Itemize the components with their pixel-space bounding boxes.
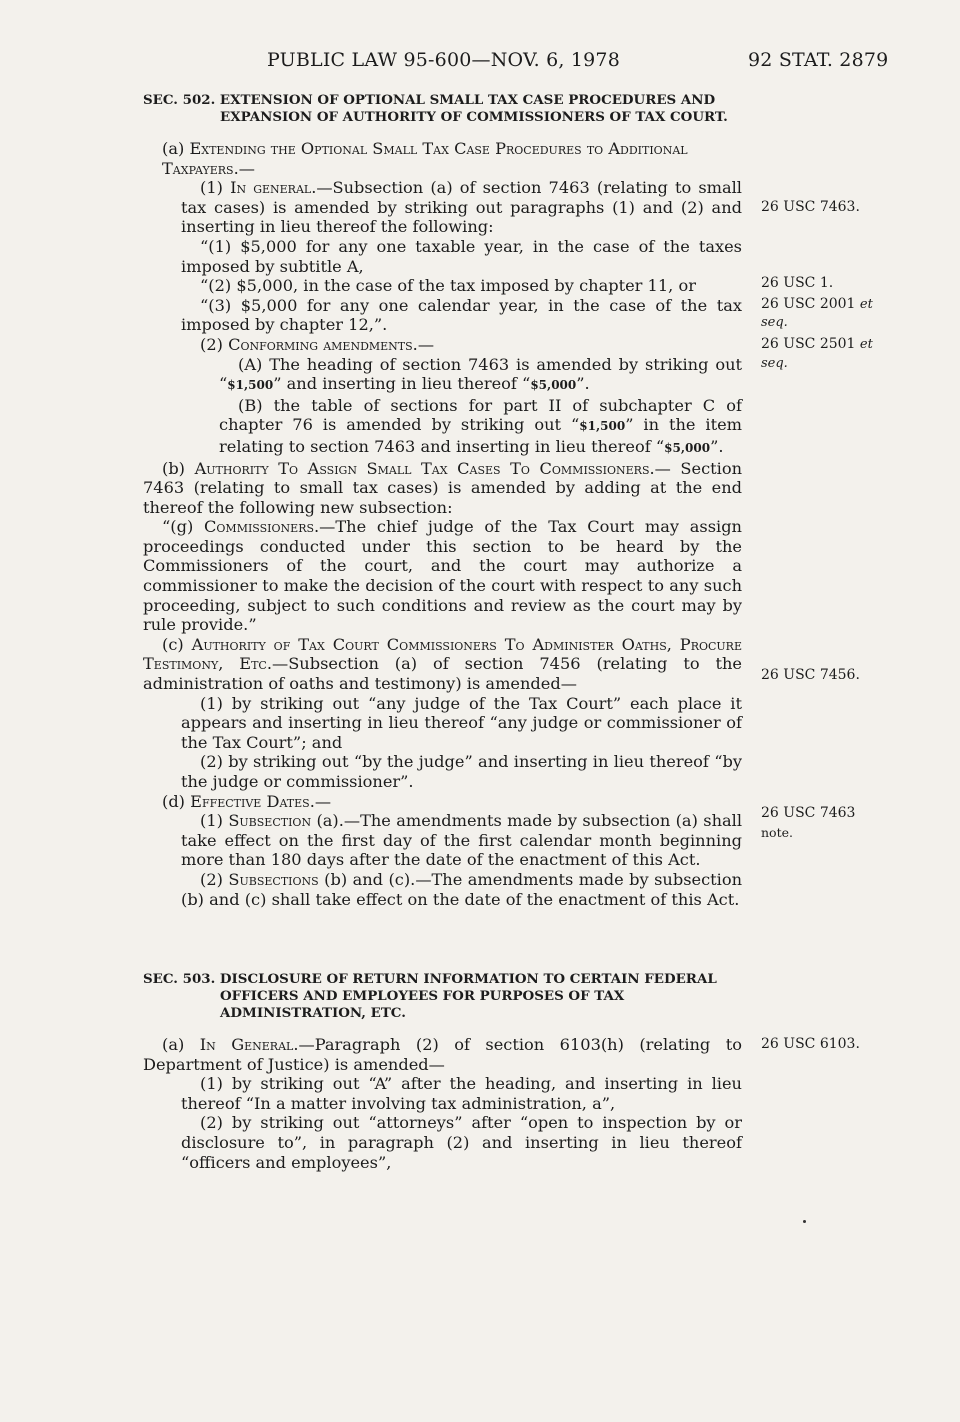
section-502 <box>143 92 742 909</box>
running-header-stat: 92 STAT. 2879 <box>748 49 889 71</box>
scan-speck <box>803 1220 806 1223</box>
margin-note-26-usc-6103: 26 USC 6103. <box>761 1036 860 1052</box>
margin-note-seq-2: seq. <box>761 356 788 371</box>
margin-note-26-usc-7463: 26 USC 7463. <box>761 199 860 215</box>
subsection-503-a: (a) In General.—Paragraph (2) of section 6103(h) (relating to Department of Justice) is amended— <box>143 1035 742 1074</box>
subsection-c: (c) Authority of Tax Court Commissioners To Administer Oaths, Procure Testimony, Etc.—Subsection (a) of section 7456 (relating to the administration of oaths and testimony) is amended— <box>143 634 742 694</box>
quoted-subsection-g: “(g) Commissioners.—The chief judge of the Tax Court may assign proceedings conducted under this section to be heard by the Commissioners of the court, and the court may authorize a commissioner to make the decision of the court with respect to any such proceeding, subject to such conditions and review as the court may by rule provide.” <box>143 517 742 635</box>
paragraph-c2: (2) by striking out “by the judge” and inserting in lieu thereof “by the judge or commissioner”. <box>181 752 742 791</box>
subsection-b: (b) Authority To Assign Small Tax Cases To Commissioners.— Section 7463 (relating to small tax cases) is amended by adding at the end thereof the following new subsection: <box>143 458 743 517</box>
subsection-a-heading: (a) Extending the Optional Small Tax Case Procedures to Additional Taxpayers.— <box>162 139 688 178</box>
margin-note-seq-1: seq. <box>761 315 788 330</box>
paragraph-503-a2: (2) by striking out “attorneys” after “open to inspection by or disclosure to”, in paragraph (2) and inserting in lieu thereof “officers and employees”, <box>181 1113 742 1172</box>
section-502-heading: SEC. 502. EXTENSION OF OPTIONAL SMALL TAX CASE PROCEDURES AND EXPANSION OF AUTHORITY OF COMMISSIONERS OF TAX COURT. <box>143 92 728 125</box>
margin-note-26-usc-7463-note: 26 USC 7463 <box>761 805 856 821</box>
quoted-paragraph-2: “(2) $5,000, in the case of the tax imposed by chapter 11, or <box>200 276 696 296</box>
subparagraph-a2-B: (B) the table of sections for part II of subchapter C of chapter 76 is amended by striking out “$1,500” in the item relating to section 7463 and inserting in lieu thereof “$5,000”. <box>219 395 743 456</box>
margin-note-note: note. <box>761 825 793 840</box>
section-503 <box>143 971 742 1172</box>
margin-note-26-usc-2001: 26 USC 2001 et <box>761 296 873 312</box>
margin-note-26-usc-1: 26 USC 1. <box>761 275 834 291</box>
running-header-title: PUBLIC LAW 95-600—NOV. 6, 1978 <box>267 49 620 71</box>
paragraph-a2-heading: (2) Conforming amendments.— <box>200 334 435 354</box>
paragraph-503-a1: (1) by striking out “A” after the heading, and inserting in lieu thereof “In a matter involving tax administration, a”, <box>181 1074 742 1113</box>
paragraph-a1: (1) In general.—Subsection (a) of section 7463 (relating to small tax cases) is amended by striking out paragraphs (1) and (2) and inserting in lieu thereof the following: <box>181 178 742 237</box>
section-503-heading: SEC. 503. DISCLOSURE OF RETURN INFORMATION TO CERTAIN FEDERAL OFFICERS AND EMPLOYEES FOR PURPOSES OF TAX ADMINISTRATION, ETC. <box>143 971 717 1021</box>
subparagraph-a2-A: (A) The heading of section 7463 is amended by striking out “$1,500” and inserting in lieu thereof “$5,000”. <box>219 354 742 394</box>
paragraph-d1: (1) Subsection (a).—The amendments made by subsection (a) shall take effect on the first day of the first calendar month beginning more than 180 days after the date of the enactment of this Act. <box>181 811 743 870</box>
subsection-d-heading: (d) Effective Dates.— <box>162 791 332 811</box>
quoted-paragraph-1: “(1) $5,000 for any one taxable year, in the case of the taxes imposed by subtitle A, <box>181 236 742 276</box>
margin-note-26-usc-7456: 26 USC 7456. <box>761 667 860 683</box>
quoted-paragraph-3: “(3) $5,000 for any one calendar year, in the case of the tax imposed by chapter 12,”. <box>181 295 742 335</box>
paragraph-c1: (1) by striking out “any judge of the Tax Court” each place it appears and inserting in lieu thereof “any judge or commissioner of the Tax Court”; and <box>181 693 742 752</box>
paragraph-d2: (2) Subsections (b) and (c).—The amendments made by subsection (b) and (c) shall take effect on the date of the enactment of this Act. <box>181 869 743 909</box>
margin-note-26-usc-2501: 26 USC 2501 et <box>761 336 873 352</box>
